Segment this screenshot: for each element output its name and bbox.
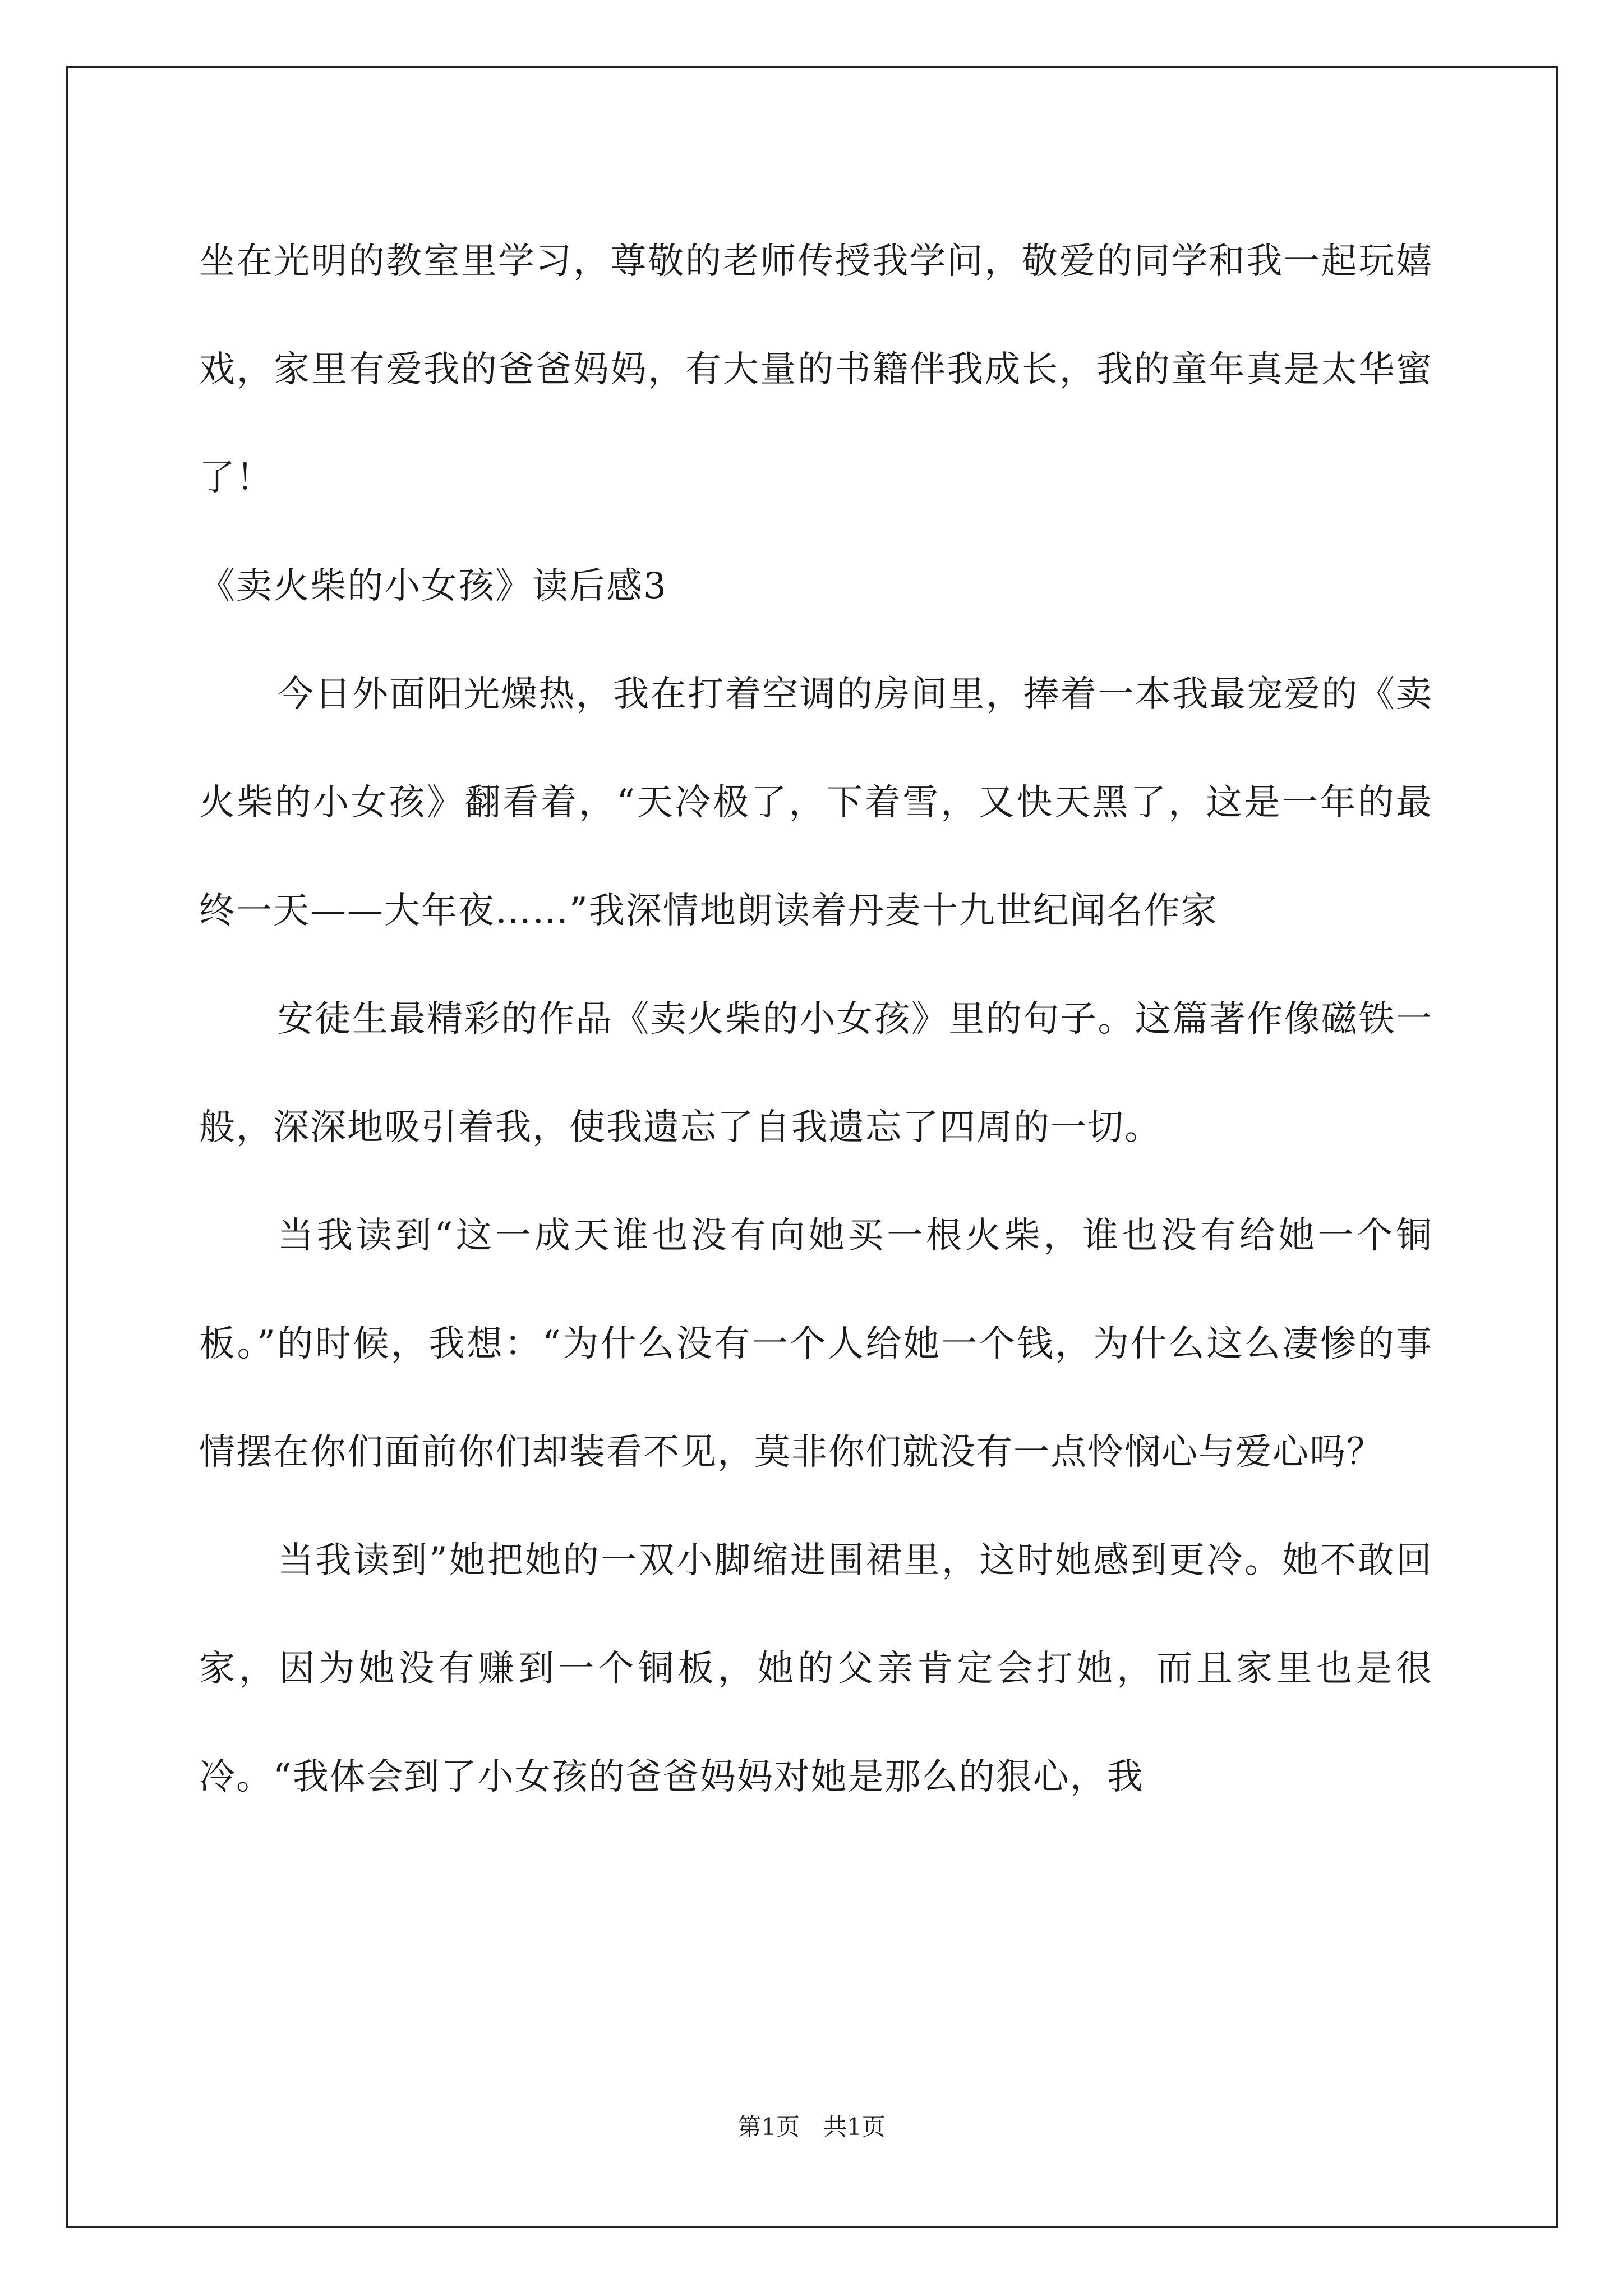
page-number-footer: 第1页 共1页 (737, 2113, 886, 2141)
paragraph-childhood-conclusion: 坐在光明的教室里学习，尊敬的老师传授我学问，敬爱的同学和我一起玩嬉戏，家里有爱我的爸爸妈妈，有大量的书籍伴我成长，我的童年真是太华蜜了！ (199, 241, 1433, 499)
paragraph-cold-feet: 当我读到”她把她的一双小脚缩进围裙里，这时她感到更冷。她不敢回家，因为她没有赚到一个铜板，她的父亲肯定会打她，而且家里也是很冷。“我体会到了小女孩的爸爸妈妈对她是那么的狠心，我 (199, 1540, 1433, 1798)
document-body (199, 208, 1433, 1832)
paragraph-copper-coin: 当我读到“这一成天谁也没有向她买一根火柴，谁也没有给她一个铜板。”的时候，我想：“为什么没有一个人给她一个钱，为什么这么凄惨的事情摆在你们面前你们却装看不见，莫非你们就没有一点怜悯心与爱心吗？ (199, 1215, 1433, 1473)
paragraph-reading-intro: 今日外面阳光燥热，我在打着空调的房间里，捧着一本我最宠爱的《卖火柴的小女孩》翻看着，“天冷极了，下着雪，又快天黑了，这是一年的最终一天——大年夜……”我深情地朗读着丹麦十九世纪闻名作家 (199, 674, 1433, 932)
section-heading: 《卖火柴的小女孩》读后感3 (199, 565, 667, 607)
paragraph-author-work: 安徒生最精彩的作品《卖火柴的小女孩》里的句子。这篇著作像磁铁一般，深深地吸引着我，使我遗忘了自我遗忘了四周的一切。 (199, 999, 1433, 1148)
